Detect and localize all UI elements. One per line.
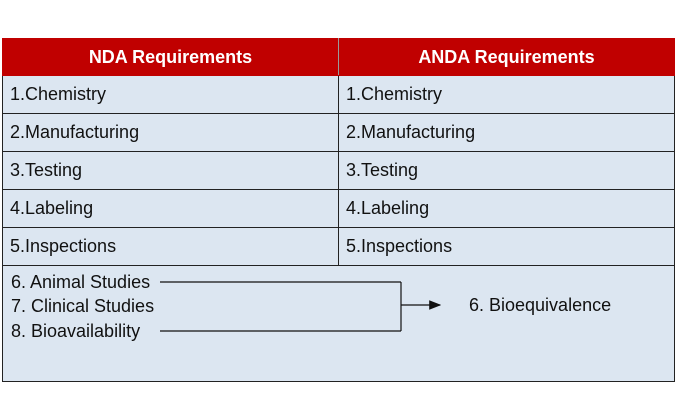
- anda-cell: 5.Inspections: [339, 228, 675, 266]
- nda-cell: 5.Inspections: [3, 228, 339, 266]
- nda-item-bioavailability: 8. Bioavailability: [11, 321, 141, 341]
- merged-row: [3, 266, 675, 382]
- nda-cell: 4.Labeling: [3, 190, 339, 228]
- anda-cell: 1.Chemistry: [339, 76, 675, 114]
- table-row: [3, 228, 675, 266]
- nda-item-animal-studies: 6. Animal Studies: [11, 272, 151, 292]
- anda-cell: 3.Testing: [339, 152, 675, 190]
- nda-header: NDA Requirements: [3, 39, 339, 76]
- nda-item-clinical-studies: 7. Clinical Studies: [11, 296, 155, 316]
- anda-cell: 4.Labeling: [339, 190, 675, 228]
- table-row: [3, 114, 675, 152]
- anda-item-bioequivalence: 6. Bioequivalence: [469, 295, 612, 315]
- table-row: [3, 190, 675, 228]
- nda-cell: 3.Testing: [3, 152, 339, 190]
- merged-cell: [3, 266, 675, 382]
- anda-header: ANDA Requirements: [339, 39, 675, 76]
- anda-cell: 2.Manufacturing: [339, 114, 675, 152]
- table-row: [3, 152, 675, 190]
- requirements-table: [2, 38, 675, 382]
- nda-cell: 2.Manufacturing: [3, 114, 339, 152]
- header-row: [3, 39, 675, 76]
- merged-cell-content: [3, 266, 675, 381]
- nda-cell: 1.Chemistry: [3, 76, 339, 114]
- table-row: [3, 76, 675, 114]
